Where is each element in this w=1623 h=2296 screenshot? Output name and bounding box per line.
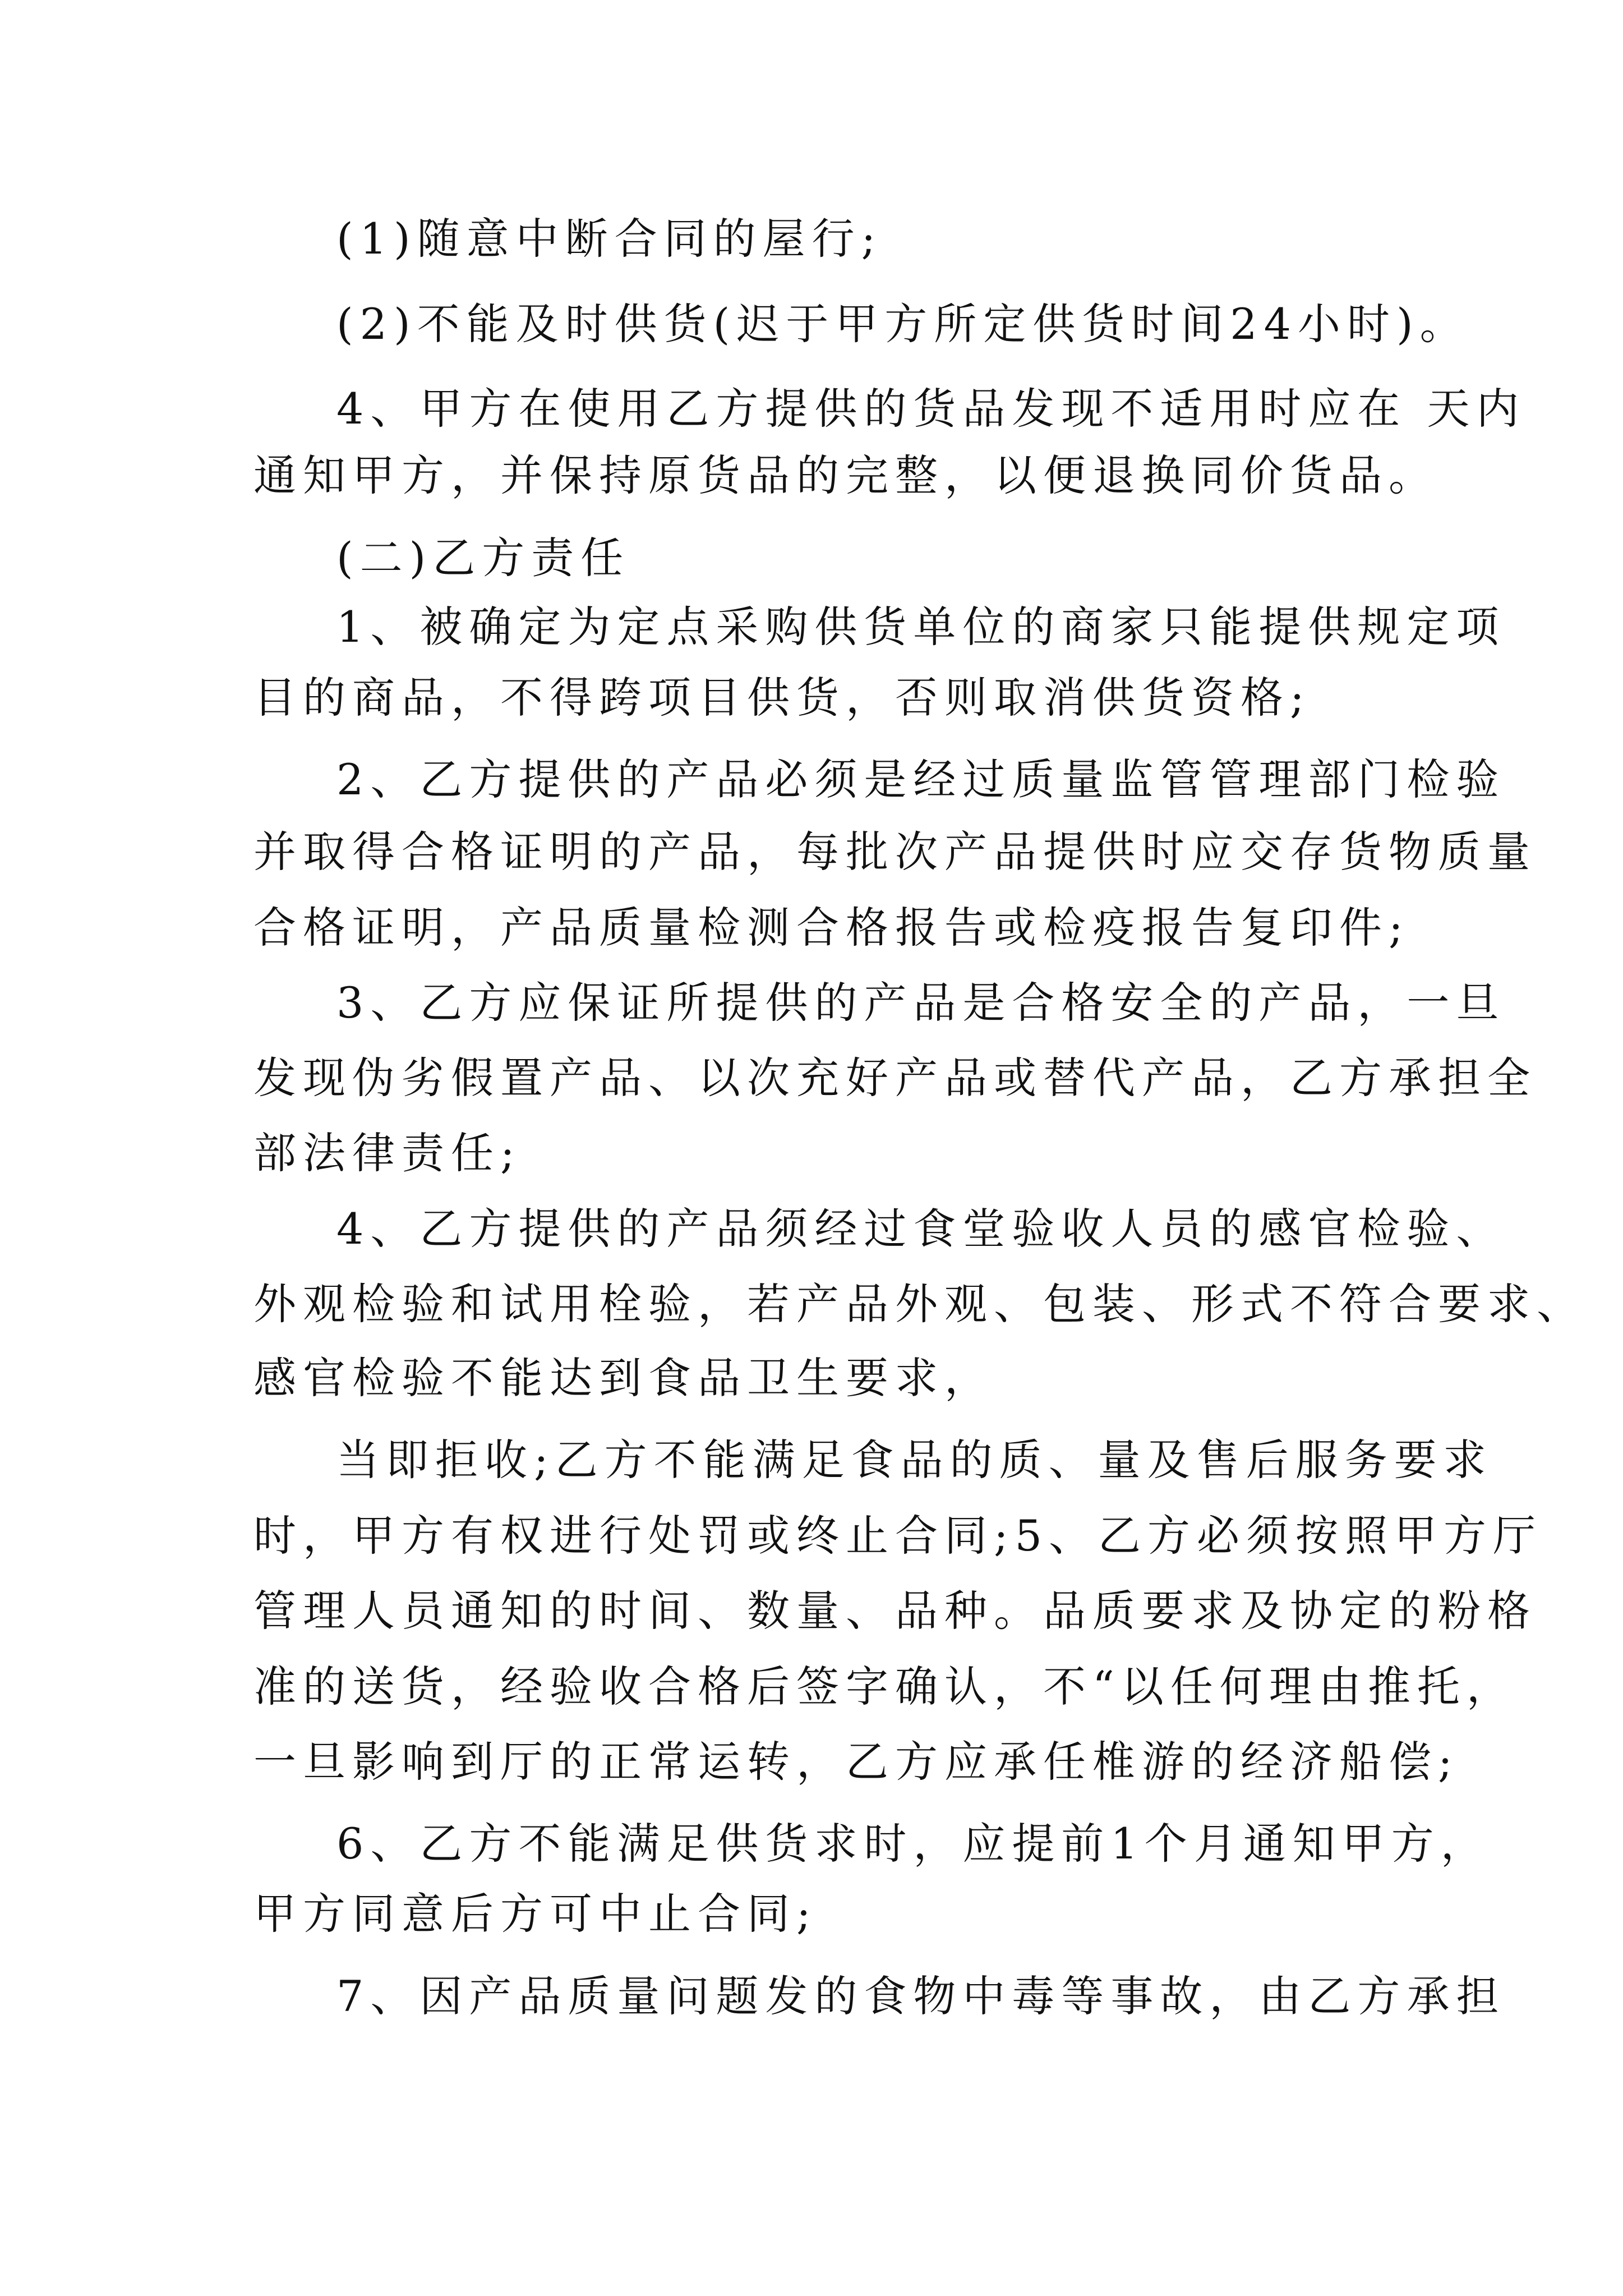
text-line: (2)不能及时供货(迟于甲方所定供货时间24小时)。 bbox=[336, 299, 1469, 349]
text-line: 管理人员通知的时间、数量、品种。品质要求及协定的粉格 bbox=[253, 1586, 1537, 1636]
text-line: 6、乙方不能满足供货求时，应提前1个月通知甲方， bbox=[336, 1819, 1490, 1869]
text-line: 当即拒收;乙方不能满足食品的质、量及售后服务要求 bbox=[336, 1435, 1493, 1485]
text-line: 甲方同意后方可中止合同; bbox=[253, 1889, 818, 1939]
text-line: 7、因产品质量问题发的食物中毒等事故，由乙方承担 bbox=[336, 1971, 1506, 2021]
section-heading: (二)乙方责任 bbox=[336, 533, 630, 583]
text-line: 目的商品，不得跨项目供货，否则取消供货资格; bbox=[253, 673, 1311, 723]
text-line: 2、乙方提供的产品必须是经过质量监管管理部门检验 bbox=[336, 754, 1506, 804]
text-line: 合格证明，产品质量检测合格报告或检疫报告复印件; bbox=[253, 903, 1410, 953]
text-line: 一旦影响到厅的正常运转，乙方应承任椎游的经济船偿; bbox=[253, 1737, 1459, 1787]
text-line: 通知甲方，并保持原货品的完整，以便退换同价货品。 bbox=[253, 450, 1438, 500]
text-line: 3、乙方应保证所提供的产品是合格安全的产品，一旦 bbox=[336, 978, 1506, 1028]
text-line: 感官检验不能达到食品卫生要求， bbox=[253, 1353, 994, 1403]
text-line: 并取得合格证明的产品，每批次产品提供时应交存货物质量 bbox=[253, 827, 1537, 877]
text-line: 外观检验和试用栓验，若产品外观、包装、形式不符合要求、 bbox=[253, 1279, 1586, 1329]
text-line: 发现伪劣假置产品、以次充好产品或替代产品，乙方承担全 bbox=[253, 1053, 1537, 1103]
text-line: (1)随意中断合同的屋行; bbox=[336, 214, 883, 264]
text-line: 4、乙方提供的产品须经过食堂验收人员的感官检验、 bbox=[336, 1204, 1506, 1254]
text-line: 准的送货，经验收合格后签字确认，不“以任何理由推托， bbox=[253, 1662, 1516, 1711]
text-line: 部法律责任; bbox=[253, 1128, 522, 1178]
text-line: 1、被确定为定点采购供货单位的商家只能提供规定项 bbox=[336, 602, 1506, 652]
text-line: 时，甲方有权进行处罚或终止合同;5、乙方必须按照甲方厅 bbox=[253, 1511, 1542, 1561]
text-line: 4、甲方在使用乙方提供的货品发现不适用时应在 天内 bbox=[336, 384, 1526, 434]
